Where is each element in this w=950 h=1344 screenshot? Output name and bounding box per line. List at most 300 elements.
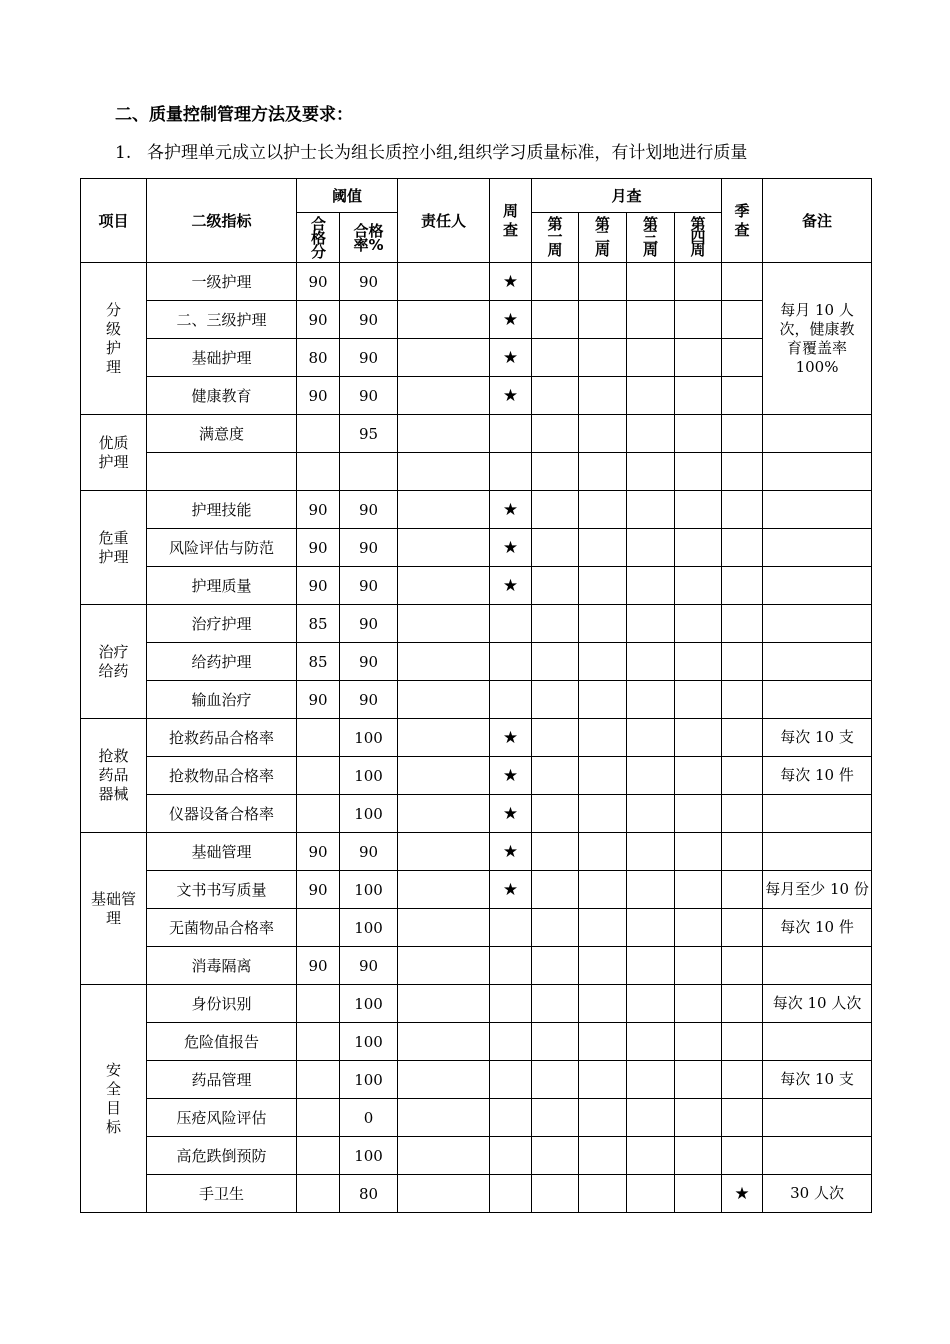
pass-score-cell (297, 719, 340, 757)
week-4-cell (675, 1175, 722, 1213)
table-row (81, 1061, 872, 1099)
quarterly-check-cell (722, 263, 763, 301)
week-3-cell (627, 453, 675, 491)
pass-score-cell: 90 (297, 871, 340, 909)
week-2-cell (579, 529, 627, 567)
weekly-check-cell (490, 1061, 532, 1099)
star-mark: ★ (502, 537, 519, 558)
header-indicator: 二级指标 (147, 179, 297, 263)
week-1-cell (532, 263, 579, 301)
intro-paragraph (115, 138, 747, 163)
pass-score-cell (297, 453, 340, 491)
week-2-cell (579, 985, 627, 1023)
quarterly-check-cell (722, 833, 763, 871)
week-2-cell (579, 491, 627, 529)
weekly-check-cell (490, 453, 532, 491)
week-4-cell (675, 1061, 722, 1099)
pass-rate-cell: 90 (340, 339, 398, 377)
weekly-check-cell (490, 643, 532, 681)
week-3-cell (627, 567, 675, 605)
pass-score-cell: 90 (297, 377, 340, 415)
indicator-cell: 身份识别 (147, 985, 297, 1023)
indicator-cell: 满意度 (147, 415, 297, 453)
week-1-cell (532, 681, 579, 719)
header-week-3: 第三周 (627, 213, 675, 263)
week-1-cell (532, 795, 579, 833)
week-3-cell (627, 377, 675, 415)
week-4-cell (675, 985, 722, 1023)
indicator-cell: 给药护理 (147, 643, 297, 681)
week-1-cell (532, 1061, 579, 1099)
responsible-cell (398, 985, 490, 1023)
responsible-cell (398, 1099, 490, 1137)
remarks-cell (763, 567, 872, 605)
week-3-cell (627, 681, 675, 719)
star-mark: ★ (502, 347, 519, 368)
week-3-cell (627, 301, 675, 339)
week-4-cell (675, 909, 722, 947)
header-responsible: 责任人 (398, 179, 490, 263)
week-2-cell (579, 871, 627, 909)
week-4-cell (675, 263, 722, 301)
week-1-cell (532, 757, 579, 795)
week-3-cell (627, 757, 675, 795)
remarks-cell (763, 415, 872, 453)
quarterly-check-cell (722, 453, 763, 491)
week-1-cell (532, 985, 579, 1023)
remarks-cell (763, 529, 872, 567)
pass-rate-cell: 100 (340, 1061, 398, 1099)
header-monthly-check: 月查 (532, 179, 722, 213)
pass-score-cell (297, 1023, 340, 1061)
responsible-cell (398, 1061, 490, 1099)
weekly-check-cell (490, 1137, 532, 1175)
weekly-check-cell (490, 985, 532, 1023)
week-2-cell (579, 909, 627, 947)
star-mark: ★ (734, 1183, 750, 1204)
pass-score-cell (297, 1175, 340, 1213)
table-row (81, 947, 872, 985)
quarterly-check-cell (722, 529, 763, 567)
responsible-cell (398, 301, 490, 339)
indicator-cell: 护理技能 (147, 491, 297, 529)
indicator-cell: 高危跌倒预防 (147, 1137, 297, 1175)
indicator-cell: 抢救物品合格率 (147, 757, 297, 795)
week-2-cell (579, 263, 627, 301)
indicator-cell: 治疗护理 (147, 605, 297, 643)
table-row (81, 833, 872, 871)
indicator-cell: 仪器设备合格率 (147, 795, 297, 833)
quarterly-check-cell (722, 757, 763, 795)
week-4-cell (675, 301, 722, 339)
pass-score-cell (297, 795, 340, 833)
pass-rate-cell: 90 (340, 947, 398, 985)
table-row (81, 567, 872, 605)
remarks-cell: 每次 10 件 (763, 909, 872, 947)
week-3-cell (627, 871, 675, 909)
week-3-cell (627, 605, 675, 643)
week-2-cell (579, 339, 627, 377)
pass-rate-cell: 90 (340, 567, 398, 605)
week-4-cell (675, 795, 722, 833)
week-2-cell (579, 301, 627, 339)
week-1-cell (532, 833, 579, 871)
intro-number: 1. (115, 143, 132, 163)
quarterly-check-cell (722, 1099, 763, 1137)
table-row (81, 1137, 872, 1175)
week-1-cell (532, 643, 579, 681)
indicator-cell: 手卫生 (147, 1175, 297, 1213)
responsible-cell (398, 833, 490, 871)
header-weekly-check: 周查 (490, 179, 532, 263)
star-mark: ★ (502, 575, 519, 596)
pass-rate-cell: 90 (340, 301, 398, 339)
responsible-cell (398, 605, 490, 643)
header-quarterly-check: 季查 (722, 179, 763, 263)
week-3-cell (627, 529, 675, 567)
indicator-cell: 文书书写质量 (147, 871, 297, 909)
week-1-cell (532, 491, 579, 529)
week-2-cell (579, 757, 627, 795)
week-4-cell (675, 947, 722, 985)
week-3-cell (627, 833, 675, 871)
weekly-check-cell (490, 757, 532, 795)
indicator-cell: 输血治疗 (147, 681, 297, 719)
table-row (81, 263, 872, 301)
weekly-check-cell (490, 605, 532, 643)
pass-rate-cell (340, 453, 398, 491)
week-1-cell (532, 339, 579, 377)
indicator-cell: 基础护理 (147, 339, 297, 377)
table-row (81, 415, 872, 453)
week-2-cell (579, 1137, 627, 1175)
remarks-cell: 每次 10 支 (763, 719, 872, 757)
star-mark: ★ (502, 841, 519, 862)
remarks-cell (763, 453, 872, 491)
responsible-cell (398, 643, 490, 681)
weekly-check-cell (490, 833, 532, 871)
table-row (81, 605, 872, 643)
week-3-cell (627, 947, 675, 985)
week-1-cell (532, 529, 579, 567)
pass-rate-cell: 90 (340, 833, 398, 871)
star-mark: ★ (502, 271, 519, 292)
table-row (81, 1023, 872, 1061)
quarterly-check-cell (722, 795, 763, 833)
remarks-cell: 每次 10 支 (763, 1061, 872, 1099)
pass-rate-cell: 90 (340, 529, 398, 567)
category-cell: 危重护理 (81, 491, 147, 605)
pass-score-cell (297, 1061, 340, 1099)
pass-score-cell (297, 909, 340, 947)
week-4-cell (675, 567, 722, 605)
category-cell: 抢救药品器械 (81, 719, 147, 833)
indicator-cell: 消毒隔离 (147, 947, 297, 985)
pass-score-cell (297, 757, 340, 795)
section-heading: 二、质量控制管理方法及要求： (115, 105, 353, 125)
weekly-check-cell (490, 1099, 532, 1137)
remarks-cell: 每次 10 件 (763, 757, 872, 795)
quarterly-check-cell (722, 871, 763, 909)
week-4-cell (675, 681, 722, 719)
remarks-cell (763, 795, 872, 833)
pass-score-cell (297, 1137, 340, 1175)
responsible-cell (398, 681, 490, 719)
quarterly-check-cell (722, 567, 763, 605)
weekly-check-cell (490, 491, 532, 529)
table-row (81, 757, 872, 795)
week-1-cell (532, 567, 579, 605)
responsible-cell (398, 453, 490, 491)
responsible-cell (398, 529, 490, 567)
responsible-cell (398, 339, 490, 377)
week-4-cell (675, 529, 722, 567)
week-1-cell (532, 301, 579, 339)
responsible-cell (398, 871, 490, 909)
remarks-cell (763, 833, 872, 871)
pass-score-cell: 90 (297, 263, 340, 301)
week-4-cell (675, 453, 722, 491)
pass-score-cell (297, 1099, 340, 1137)
week-4-cell (675, 491, 722, 529)
remarks-cell (763, 1099, 872, 1137)
pass-score-cell (297, 415, 340, 453)
week-2-cell (579, 1023, 627, 1061)
responsible-cell (398, 719, 490, 757)
table-row (81, 643, 872, 681)
week-1-cell (532, 719, 579, 757)
quality-control-table (80, 178, 872, 1213)
star-mark: ★ (502, 765, 519, 786)
category-cell: 优质护理 (81, 415, 147, 491)
week-3-cell (627, 339, 675, 377)
week-3-cell (627, 415, 675, 453)
header-week-2: 第二周 (579, 213, 627, 263)
week-4-cell (675, 833, 722, 871)
week-2-cell (579, 795, 627, 833)
remarks-cell (763, 605, 872, 643)
weekly-check-cell (490, 681, 532, 719)
remarks-cell: 每月至少 10 份 (763, 871, 872, 909)
quarterly-check-cell (722, 1137, 763, 1175)
week-4-cell (675, 377, 722, 415)
star-mark: ★ (502, 879, 519, 900)
weekly-check-cell (490, 415, 532, 453)
pass-rate-cell: 90 (340, 605, 398, 643)
responsible-cell (398, 263, 490, 301)
week-4-cell (675, 719, 722, 757)
category-cell: 安全目标 (81, 985, 147, 1213)
responsible-cell (398, 491, 490, 529)
week-3-cell (627, 491, 675, 529)
week-1-cell (532, 1023, 579, 1061)
table-row (81, 377, 872, 415)
week-4-cell (675, 1099, 722, 1137)
responsible-cell (398, 377, 490, 415)
pass-rate-cell: 100 (340, 909, 398, 947)
table-row (81, 1099, 872, 1137)
week-2-cell (579, 453, 627, 491)
week-3-cell (627, 909, 675, 947)
table-row (81, 985, 872, 1023)
responsible-cell (398, 1023, 490, 1061)
star-mark: ★ (502, 385, 519, 406)
week-3-cell (627, 795, 675, 833)
pass-score-cell: 90 (297, 567, 340, 605)
pass-rate-cell: 90 (340, 643, 398, 681)
weekly-check-cell (490, 263, 532, 301)
remarks-cell (763, 491, 872, 529)
remarks-cell (763, 1023, 872, 1061)
week-2-cell (579, 719, 627, 757)
category-cell: 分级护理 (81, 263, 147, 415)
remarks-cell: 每次 10 人次 (763, 985, 872, 1023)
quarterly-check-cell (722, 681, 763, 719)
week-3-cell (627, 263, 675, 301)
responsible-cell (398, 415, 490, 453)
table-row (81, 871, 872, 909)
pass-rate-cell: 90 (340, 377, 398, 415)
remarks-cell: 每月 10 人次，健康教育覆盖率 100% (763, 263, 872, 415)
weekly-check-cell (490, 871, 532, 909)
quarterly-check-cell (722, 605, 763, 643)
weekly-check-cell (490, 909, 532, 947)
star-mark: ★ (502, 727, 519, 748)
pass-score-cell: 85 (297, 643, 340, 681)
responsible-cell (398, 909, 490, 947)
table-row (81, 719, 872, 757)
week-3-cell (627, 719, 675, 757)
intro-text: 各护理单元成立以护士长为组长质控小组,组织学习质量标准，有计划地进行质量 (147, 143, 748, 163)
indicator-cell: 护理质量 (147, 567, 297, 605)
category-cell: 治疗给药 (81, 605, 147, 719)
quarterly-check-cell (722, 1061, 763, 1099)
remarks-cell: 30 人次 (763, 1175, 872, 1213)
week-4-cell (675, 1023, 722, 1061)
week-1-cell (532, 909, 579, 947)
responsible-cell (398, 1175, 490, 1213)
pass-rate-cell: 100 (340, 1023, 398, 1061)
pass-score-cell: 80 (297, 339, 340, 377)
week-1-cell (532, 453, 579, 491)
pass-score-cell (297, 985, 340, 1023)
responsible-cell (398, 947, 490, 985)
week-2-cell (579, 377, 627, 415)
week-3-cell (627, 1023, 675, 1061)
pass-rate-cell: 100 (340, 719, 398, 757)
table-row (81, 453, 872, 491)
week-4-cell (675, 757, 722, 795)
pass-rate-cell: 100 (340, 1137, 398, 1175)
pass-score-cell: 90 (297, 529, 340, 567)
week-2-cell (579, 415, 627, 453)
table-row (81, 491, 872, 529)
responsible-cell (398, 1137, 490, 1175)
week-1-cell (532, 1175, 579, 1213)
remarks-cell (763, 947, 872, 985)
responsible-cell (398, 795, 490, 833)
week-1-cell (532, 1137, 579, 1175)
quarterly-check-cell (722, 1023, 763, 1061)
indicator-cell: 健康教育 (147, 377, 297, 415)
indicator-cell: 压疮风险评估 (147, 1099, 297, 1137)
quarterly-check-cell (722, 947, 763, 985)
pass-rate-cell: 80 (340, 1175, 398, 1213)
pass-rate-cell: 100 (340, 757, 398, 795)
week-1-cell (532, 947, 579, 985)
week-2-cell (579, 567, 627, 605)
week-2-cell (579, 1175, 627, 1213)
indicator-cell: 风险评估与防范 (147, 529, 297, 567)
quarterly-check-cell (722, 1175, 763, 1213)
header-week-1: 第一周 (532, 213, 579, 263)
week-3-cell (627, 985, 675, 1023)
pass-score-cell: 85 (297, 605, 340, 643)
table-row (81, 909, 872, 947)
table-row (81, 681, 872, 719)
indicator-cell: 危险值报告 (147, 1023, 297, 1061)
quarterly-check-cell (722, 643, 763, 681)
week-1-cell (532, 1099, 579, 1137)
weekly-check-cell (490, 377, 532, 415)
pass-rate-cell: 90 (340, 263, 398, 301)
weekly-check-cell (490, 339, 532, 377)
remarks-cell (763, 1137, 872, 1175)
table-row (81, 795, 872, 833)
weekly-check-cell (490, 301, 532, 339)
category-cell: 基础管理 (81, 833, 147, 985)
week-3-cell (627, 1061, 675, 1099)
responsible-cell (398, 757, 490, 795)
pass-score-cell: 90 (297, 947, 340, 985)
weekly-check-cell (490, 529, 532, 567)
pass-score-cell: 90 (297, 491, 340, 529)
weekly-check-cell (490, 947, 532, 985)
week-4-cell (675, 415, 722, 453)
star-mark: ★ (502, 309, 519, 330)
pass-rate-cell: 100 (340, 871, 398, 909)
pass-score-cell: 90 (297, 833, 340, 871)
header-remarks: 备注 (763, 179, 872, 263)
week-1-cell (532, 415, 579, 453)
quarterly-check-cell (722, 719, 763, 757)
week-4-cell (675, 643, 722, 681)
week-1-cell (532, 605, 579, 643)
quarterly-check-cell (722, 985, 763, 1023)
weekly-check-cell (490, 1175, 532, 1213)
week-3-cell (627, 1099, 675, 1137)
table-row (81, 301, 872, 339)
indicator-cell: 二、三级护理 (147, 301, 297, 339)
week-2-cell (579, 947, 627, 985)
pass-rate-cell: 90 (340, 681, 398, 719)
remarks-cell (763, 643, 872, 681)
week-3-cell (627, 1137, 675, 1175)
week-4-cell (675, 1137, 722, 1175)
table-row (81, 529, 872, 567)
header-pass-score: 合格分 (297, 213, 340, 263)
pass-rate-cell: 100 (340, 795, 398, 833)
pass-rate-cell: 90 (340, 491, 398, 529)
header-week-4: 第四周 (675, 213, 722, 263)
star-mark: ★ (502, 499, 519, 520)
quarterly-check-cell (722, 415, 763, 453)
header-item: 项目 (81, 179, 147, 263)
indicator-cell: 一级护理 (147, 263, 297, 301)
indicator-cell: 药品管理 (147, 1061, 297, 1099)
week-2-cell (579, 681, 627, 719)
week-2-cell (579, 605, 627, 643)
